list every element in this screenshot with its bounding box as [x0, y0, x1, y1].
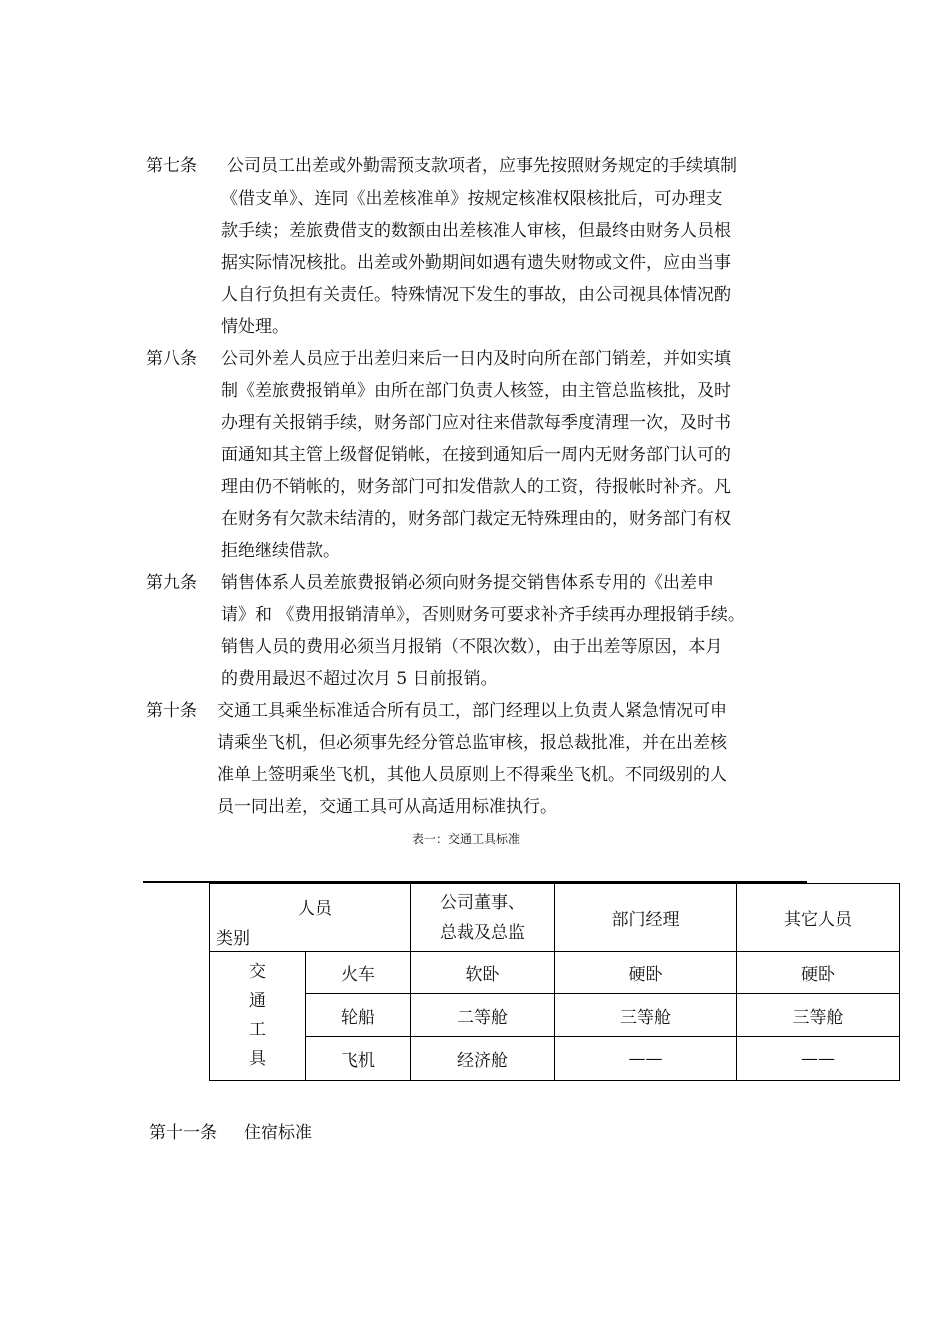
article-11-title: 住宿标准 — [244, 1123, 312, 1143]
article-9-line-4: 的费用最迟不超过次月 5 日前报销。 — [221, 669, 498, 689]
header-persons: 人员 — [298, 899, 332, 919]
mode-cell: 轮船 — [306, 994, 411, 1037]
row-group-char: 具 — [249, 1049, 266, 1069]
article-8-number: 第八条 — [146, 349, 197, 369]
table-caption: 表一：交通工具标准 — [412, 832, 521, 846]
article-11-number: 第十一条 — [149, 1123, 217, 1143]
table-header-row — [210, 884, 900, 952]
value-cell: 硬卧 — [737, 952, 900, 994]
transport-standard-table — [209, 883, 900, 1081]
article-10-line-3: 准单上签明乘坐飞机，其他人员原则上不得乘坐飞机。不同级别的人 — [217, 765, 727, 785]
article-10-line-1: 交通工具乘坐标准适合所有员工，部门经理以上负责人紧急情况可申 — [217, 701, 727, 721]
header-directors — [411, 884, 555, 952]
article-7-line-5: 人自行负担有关责任。特殊情况下发生的事故，由公司视具体情况酌 — [221, 285, 731, 305]
value-cell: —— — [737, 1037, 900, 1081]
row-group-char: 交 — [249, 962, 266, 982]
article-7-line-1: 公司员工出差或外勤需预支款项者，应事先按照财务规定的手续填制 — [227, 156, 737, 176]
header-other-staff: 其它人员 — [737, 884, 900, 952]
article-7-number: 第七条 — [146, 156, 197, 176]
article-9-line-2: 请》和 《费用报销清单》，否则财务可要求补齐手续再办理报销手续。 — [221, 605, 745, 625]
article-8-line-7: 拒绝继续借款。 — [221, 541, 340, 561]
value-cell: 经济舱 — [411, 1037, 555, 1081]
value-cell: 三等舱 — [555, 994, 737, 1037]
row-group-char: 通 — [249, 991, 266, 1011]
article-8-line-3: 办理有关报销手续，财务部门应对往来借款每季度清理一次，及时书 — [221, 413, 731, 433]
article-8-line-6: 在财务有欠款未结清的，财务部门裁定无特殊理由的，财务部门有权 — [221, 509, 731, 529]
article-7-line-2: 《借支单》、连同《出差核准单》按规定核准权限核批后，可办理支 — [221, 189, 723, 209]
article-8-line-5: 理由仍不销帐的，财务部门可扣发借款人的工资，待报帐时补齐。凡 — [221, 477, 731, 497]
article-8-line-4: 面通知其主管上级督促销帐，在接到通知后一周内无财务部门认可的 — [221, 445, 731, 465]
article-9-line-3: 销售人员的费用必须当月报销（不限次数），由于出差等原因，本月 — [221, 637, 723, 657]
article-7-line-4: 据实际情况核批。出差或外勤期间如遇有遗失财物或文件，应由当事 — [221, 253, 731, 273]
header-persons-category-cell — [210, 884, 411, 952]
article-7-line-6: 情处理。 — [221, 317, 289, 337]
header-directors-line-1: 公司董事、 — [440, 892, 525, 913]
article-9-number: 第九条 — [146, 573, 197, 593]
value-cell: 硬卧 — [555, 952, 737, 994]
article-10-line-2: 请乘坐飞机，但必须事先经分管总监审核，报总裁批准，并在出差核 — [217, 733, 727, 753]
header-directors-line-2: 总裁及总监 — [440, 922, 525, 943]
article-8-line-2: 制《差旅费报销单》由所在部门负责人核签，由主管总监核批，及时 — [221, 381, 731, 401]
value-cell: 二等舱 — [411, 994, 555, 1037]
article-7-line-3: 款手续；差旅费借支的数额由出差核准人审核，但最终由财务人员根 — [221, 221, 731, 241]
value-cell: 软卧 — [411, 952, 555, 994]
mode-cell: 飞机 — [306, 1037, 411, 1081]
header-dept-manager: 部门经理 — [555, 884, 737, 952]
article-10-number: 第十条 — [146, 701, 197, 721]
table-row — [210, 952, 900, 994]
mode-cell: 火车 — [306, 952, 411, 994]
value-cell: 三等舱 — [737, 994, 900, 1037]
article-8-line-1: 公司外差人员应于出差归来后一日内及时向所在部门销差，并如实填 — [221, 349, 731, 369]
row-group-transport — [210, 952, 306, 1081]
value-cell: —— — [555, 1037, 737, 1081]
table-row — [210, 1037, 900, 1081]
article-10-line-4: 员一同出差，交通工具可从高适用标准执行。 — [217, 797, 557, 817]
table-row — [210, 994, 900, 1037]
header-category: 类别 — [216, 929, 250, 949]
row-group-char: 工 — [249, 1020, 266, 1040]
article-9-line-1: 销售体系人员差旅费报销必须向财务提交销售体系专用的《出差申 — [221, 573, 714, 593]
